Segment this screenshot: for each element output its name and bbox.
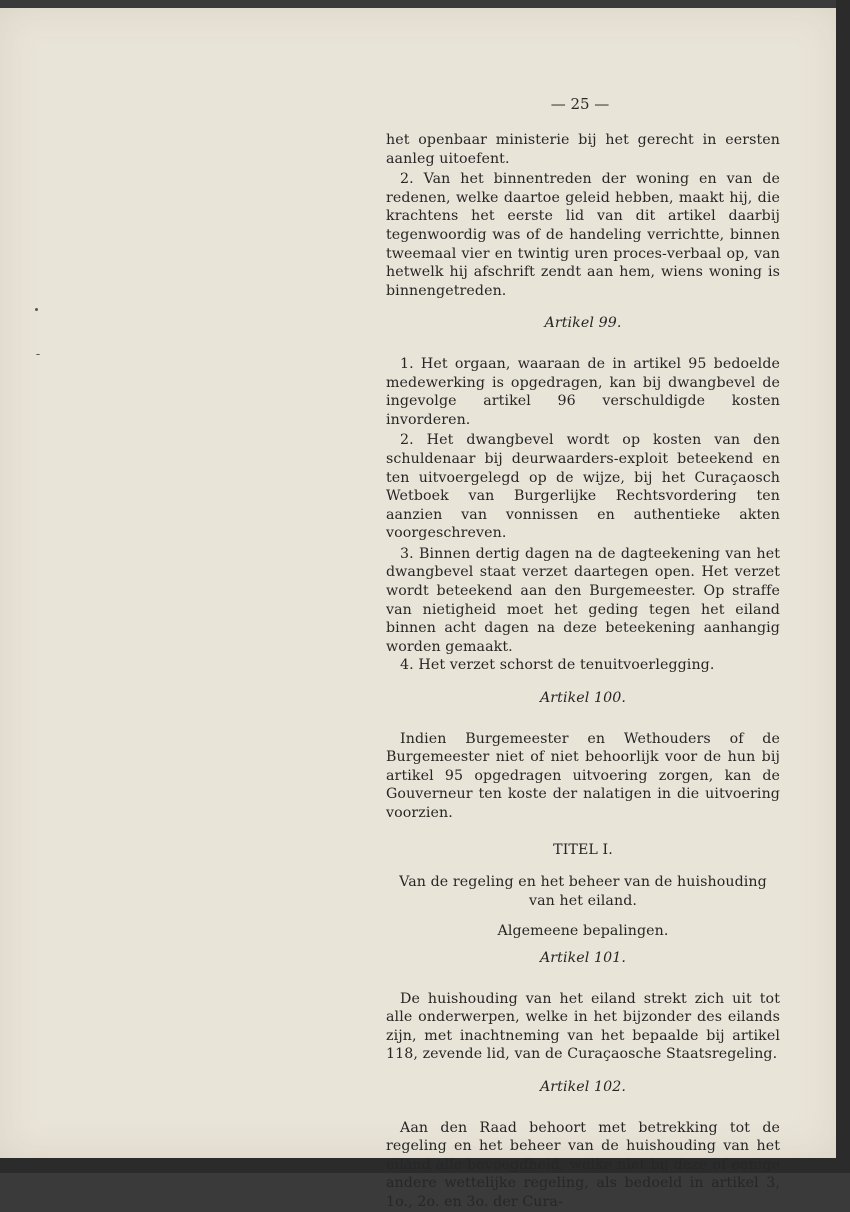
document-page <box>0 8 836 1210</box>
scan-border-right <box>836 0 850 1173</box>
article-heading: Artikel 99. <box>544 315 622 332</box>
paragraph: 2. Het dwangbevel wordt op kosten van den schuldenaar bij deurwaarders-exploit beteekend en ten uitvoergelegd op de wijze, bij het Curaçaosch Wetboek van Burgerlijke Rechtsvordering ten aanzien van vonnissen en authentieke akten voorgeschreven. <box>386 432 780 542</box>
paragraph: 4. Het verzet schorst de tenuitvoerlegging. <box>400 657 715 674</box>
paragraph: Indien Burgemeester en Wethouders of de Burgemeester niet of niet behoorlijk voor de hun bij artikel 95 opgedragen uitvoering zorgen, kan de Gouverneur ten koste der nalatigen in die uitvoering voorzien. <box>386 730 780 821</box>
paragraph: De huishouding van het eiland strekt zich uit tot alle onderwerpen, welke in het bijzonder des eilands zijn, met inachtneming van het bepaalde bij artikel 118, zevende lid, van de Curaçaosche Staatsregeling. <box>386 990 780 1063</box>
page-number: — 25 — <box>550 95 610 113</box>
article-heading: Artikel 101. <box>539 949 627 966</box>
title-heading: TITEL I. <box>553 841 613 858</box>
article-heading: Artikel 102. <box>539 1078 627 1095</box>
section-heading: Algemeene bepalingen. <box>497 923 669 940</box>
paragraph: 1. Het orgaan, waaraan de in artikel 95 bedoelde medewerking is opgedragen, kan bij dwangbevel de ingevolge artikel 96 verschuldigde kosten invorderen. <box>386 355 780 428</box>
scan-speck <box>36 354 40 355</box>
paragraph: het openbaar ministerie bij het gerecht in eersten aanleg uitoefent. <box>386 132 780 167</box>
article-heading: Artikel 100. <box>539 690 627 707</box>
paragraph: 3. Binnen dertig dagen na de dagteekening van het dwangbevel staat verzet daartegen open. Het verzet wordt beteekend aan den Burgemeester. Op straffe van nietigheid moet het geding tegen het eiland binnen acht dagen na deze beteekening aanhangig worden gemaakt. <box>386 545 780 655</box>
body-text <box>386 131 780 1212</box>
paragraph: Aan den Raad behoort met betrekking tot de regeling en het beheer van de huishouding van het eiland alle bevoegdheid, welke niet bij deze of eenige andere wettelijke regeling, als bedoeld in artikel 3, 1o., 2o. en 3o. der Cura- <box>386 1119 780 1210</box>
scan-speck <box>35 308 38 311</box>
title-subject: Van de regeling en het beheer van de huishouding van het eiland. <box>399 874 767 909</box>
paragraph: 2. Van het binnentreden der woning en van de redenen, welke daartoe geleid hebben, maakt hij, die krachtens het eerste lid van dit artikel daarbij tegenwoordig was of de handeling verrichtte, binnen tweemaal vier en twintig uren proces-verbaal op, van hetwelk hij afschrift zendt aan hem, wiens woning is binnengetreden. <box>386 171 780 299</box>
